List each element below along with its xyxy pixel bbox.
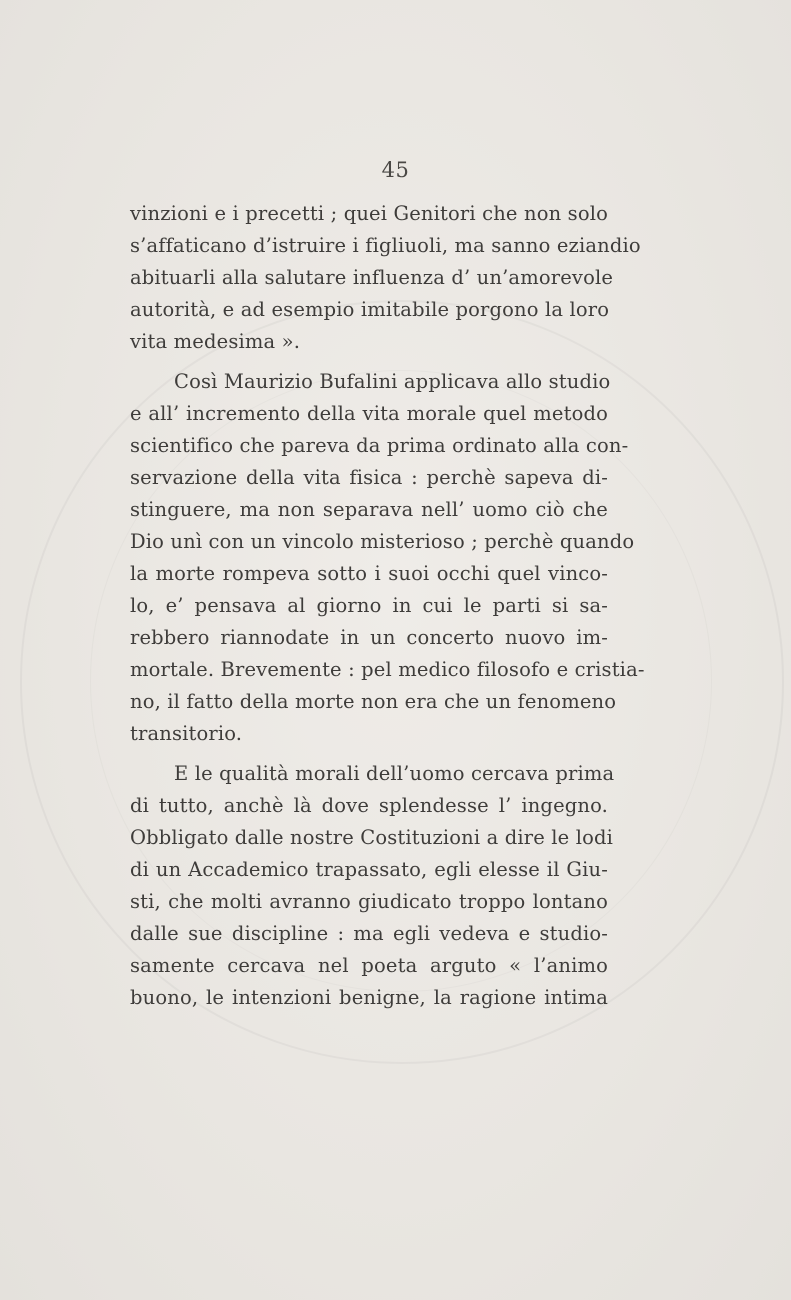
text-line: buono, le intenzioni benigne, la ragione intima [130,986,608,1009]
text-line: servazione della vita fisica : perchè sapeva di- [130,466,608,489]
text-line: autorità, e ad esempio imitabile porgono la loro [130,298,610,321]
text-line: abituarli alla salutare influenza d’ un’amorevole [130,266,614,289]
text-line: transitorio. [130,722,243,745]
text-line: scientifico che pareva da prima ordinato alla con- [130,434,629,457]
text-line: dalle sue discipline : ma egli vedeva e studio- [130,922,608,945]
text-line: samente cercava nel poeta arguto « l’animo [130,954,608,977]
text-line: vinzioni e i precetti ; quei Genitori che non solo [130,202,608,225]
text-line: Dio unì con un vincolo misterioso ; perchè quando [130,530,635,553]
text-line: di un Accademico trapassato, egli elesse il Giu- [130,858,608,881]
text-line: stinguere, ma non separava nell’ uomo ciò che [130,498,608,521]
text-line: vita medesima ». [130,330,301,353]
text-line: di tutto, anchè là dove splendesse l’ ingegno. [130,794,608,817]
text-line: no, il fatto della morte non era che un fenomeno [130,690,617,713]
text-line: lo, e’ pensava al giorno in cui le parti si sa- [130,594,608,617]
page-number: 45 [381,158,410,182]
paragraph-first-line: Così Maurizio Bufalini applicava allo studio [174,370,611,393]
text-line: s’affaticano d’istruire i figliuoli, ma sanno eziandio [130,234,641,257]
text-line: la morte rompeva sotto i suoi occhi quel vinco- [130,562,608,585]
text-line: Obbligato dalle nostre Costituzioni a dire le lodi [130,826,613,849]
text-line: sti, che molti avranno giudicato troppo lontano [130,890,608,913]
body-text [130,198,645,1014]
paragraph-first-line: E le qualità morali dell’uomo cercava prima [174,762,615,785]
text-line: mortale. Brevemente : pel medico filosofo e cristia- [130,658,645,681]
text-line: e all’ incremento della vita morale quel metodo [130,402,608,425]
text-line: rebbero riannodate in un concerto nuovo im- [130,626,608,649]
